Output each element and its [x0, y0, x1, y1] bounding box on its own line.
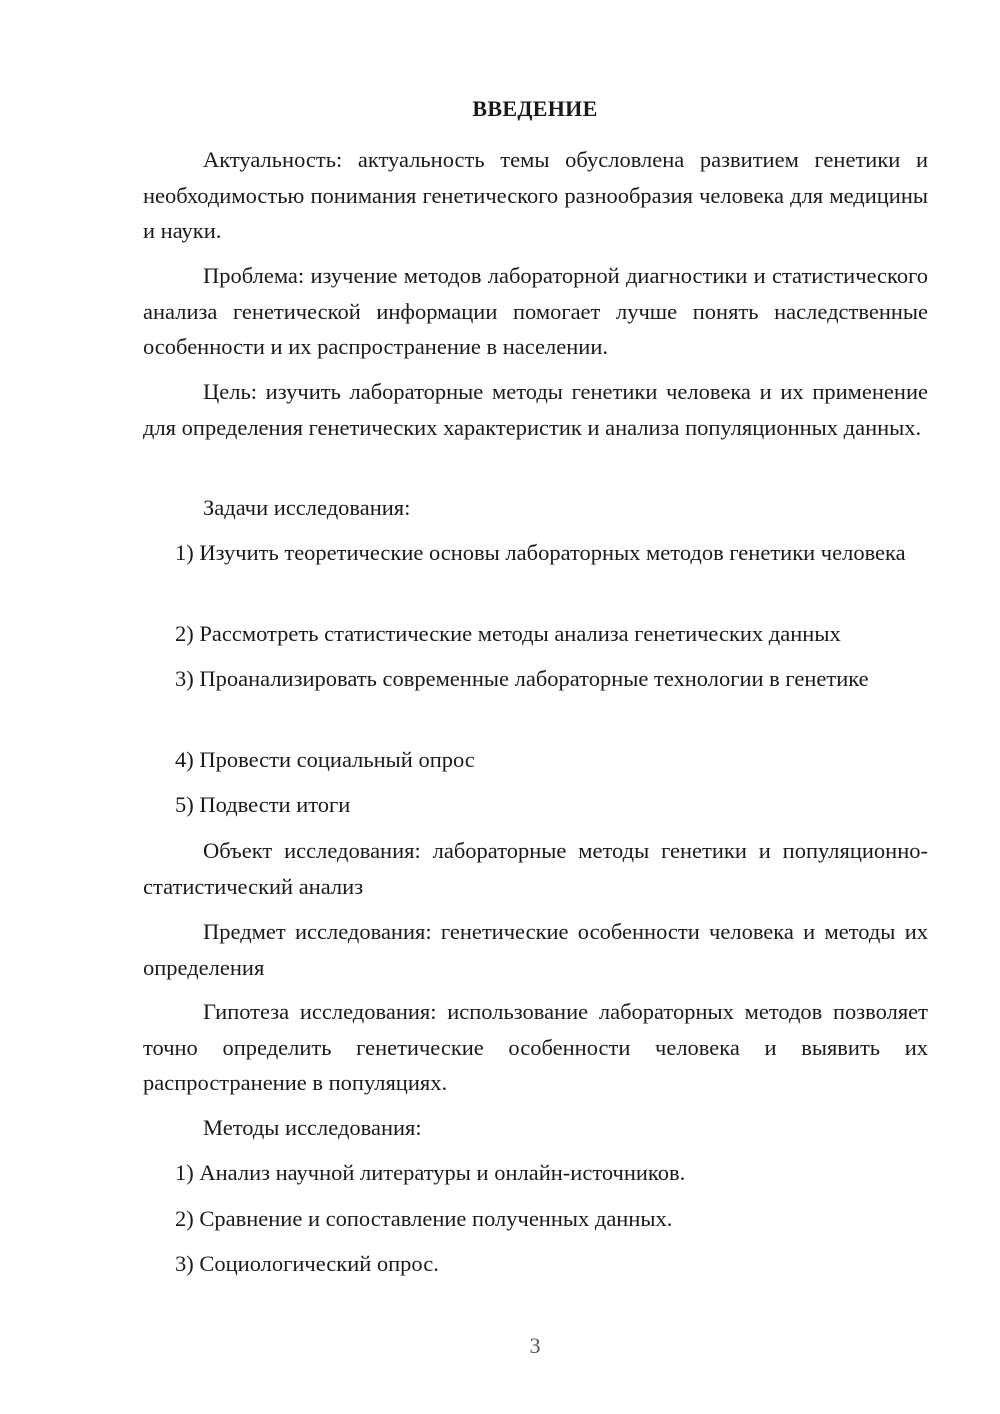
object-paragraph: Объект исследования: лабораторные методы генетики и популяционно-статистический анализ: [143, 838, 928, 899]
method-item-2: 2) Сравнение и сопоставление полученных данных.: [175, 1206, 673, 1231]
task-item-3: 3) Проанализировать современные лабораторные технологии в генетике: [175, 666, 869, 691]
goal-paragraph: Цель: изучить лабораторные методы генетики человека и их применение для определения генетических характеристик и анализа популяционных данных.: [143, 379, 928, 440]
relevance-paragraph: Актуальность: актуальность темы обусловлена развитием генетики и необходимостью понимания генетического разнообразия человека для медицины и науки.: [143, 147, 928, 243]
page-number: 3: [529, 1333, 541, 1358]
hypothesis-paragraph: Гипотеза исследования: использование лабораторных методов позволяет точно определить генетические особенности человека и выявить их распространение в популяциях.: [143, 999, 928, 1095]
page-heading: ВВЕДЕНИЕ: [472, 96, 598, 121]
task-item-1: 1) Изучить теоретические основы лабораторных методов генетики человека: [175, 540, 906, 565]
method-item-1: 1) Анализ научной литературы и онлайн-источников.: [175, 1160, 686, 1185]
task-item-2: 2) Рассмотреть статистические методы анализа генетических данных: [175, 621, 841, 646]
task-item-5: 5) Подвести итоги: [175, 792, 351, 817]
methods-title: Методы исследования:: [203, 1115, 422, 1140]
task-item-4: 4) Провести социальный опрос: [175, 747, 475, 772]
tasks-title: Задачи исследования:: [203, 495, 411, 520]
method-item-3: 3) Социологический опрос.: [175, 1251, 439, 1276]
subject-paragraph: Предмет исследования: генетические особенности человека и методы их определения: [143, 919, 928, 980]
problem-paragraph: Проблема: изучение методов лабораторной диагностики и статистического анализа генетической информации помогает лучше понять наследственные особенности и их распространение в населении.: [143, 263, 928, 359]
